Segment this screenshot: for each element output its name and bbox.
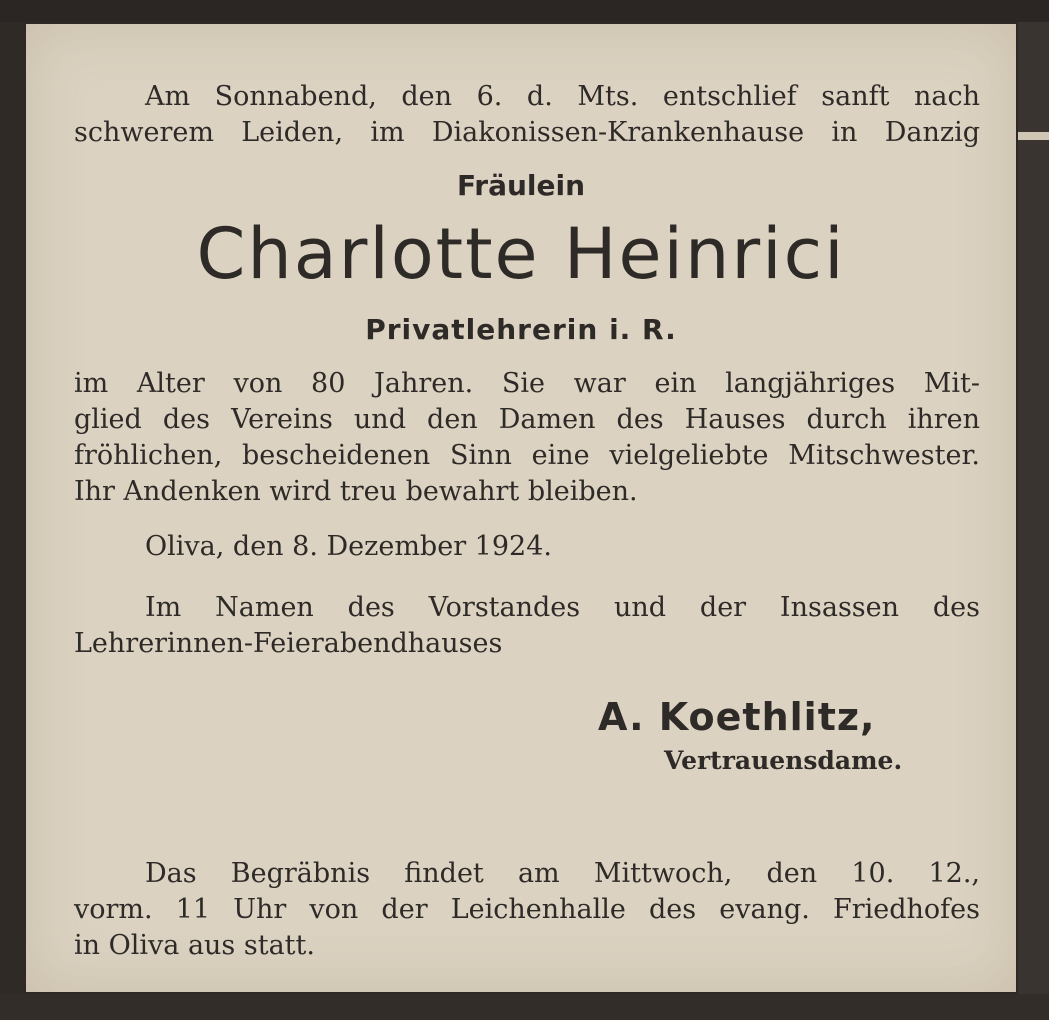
occupation: Privatlehrerin i. R. [365,313,677,346]
body-line-3: fröhlichen, bescheidenen Sinn eine vielgeliebte Mitschwester. [74,440,980,471]
intro-line-1: Am Sonnabend, den 6. d. Mts. entschlief sanft nach [145,81,980,112]
frame-right-gap [1018,132,1049,140]
body-line-1: im Alter von 80 Jahren. Sie war ein langjähriges Mit- [74,368,980,399]
on-behalf-line-2: Lehrerinnen-Feierabendhauses [74,628,503,659]
on-behalf-line-1: Im Namen des Vorstandes und der Insassen des [145,592,980,623]
intro-line-2: schwerem Leiden, im Diakonissen-Krankenhause in Danzig [74,117,980,148]
signatory-role: Vertrauensdame. [664,746,903,775]
funeral-line-2: vorm. 11 Uhr von der Leichenhalle des evang. Friedhofes [74,894,980,925]
title-prefix: Fräulein [456,169,586,202]
deceased-name: Charlotte Heinrici [196,213,846,295]
signatory-name: A. Koethlitz, [598,695,876,739]
funeral-line-3: in Oliva aus statt. [74,930,315,961]
body-line-4: Ihr Andenken wird treu bewahrt bleiben. [74,476,638,507]
frame-bottom-border [0,994,1049,1020]
place-date: Oliva, den 8. Dezember 1924. [145,531,552,562]
frame-right-border [1018,22,1049,994]
body-line-2: glied des Vereins und den Damen des Hauses durch ihren [74,404,980,435]
frame-top-border [0,0,1049,22]
frame-left-border [0,22,24,994]
funeral-line-1: Das Begräbnis findet am Mittwoch, den 10. 12., [145,858,980,889]
